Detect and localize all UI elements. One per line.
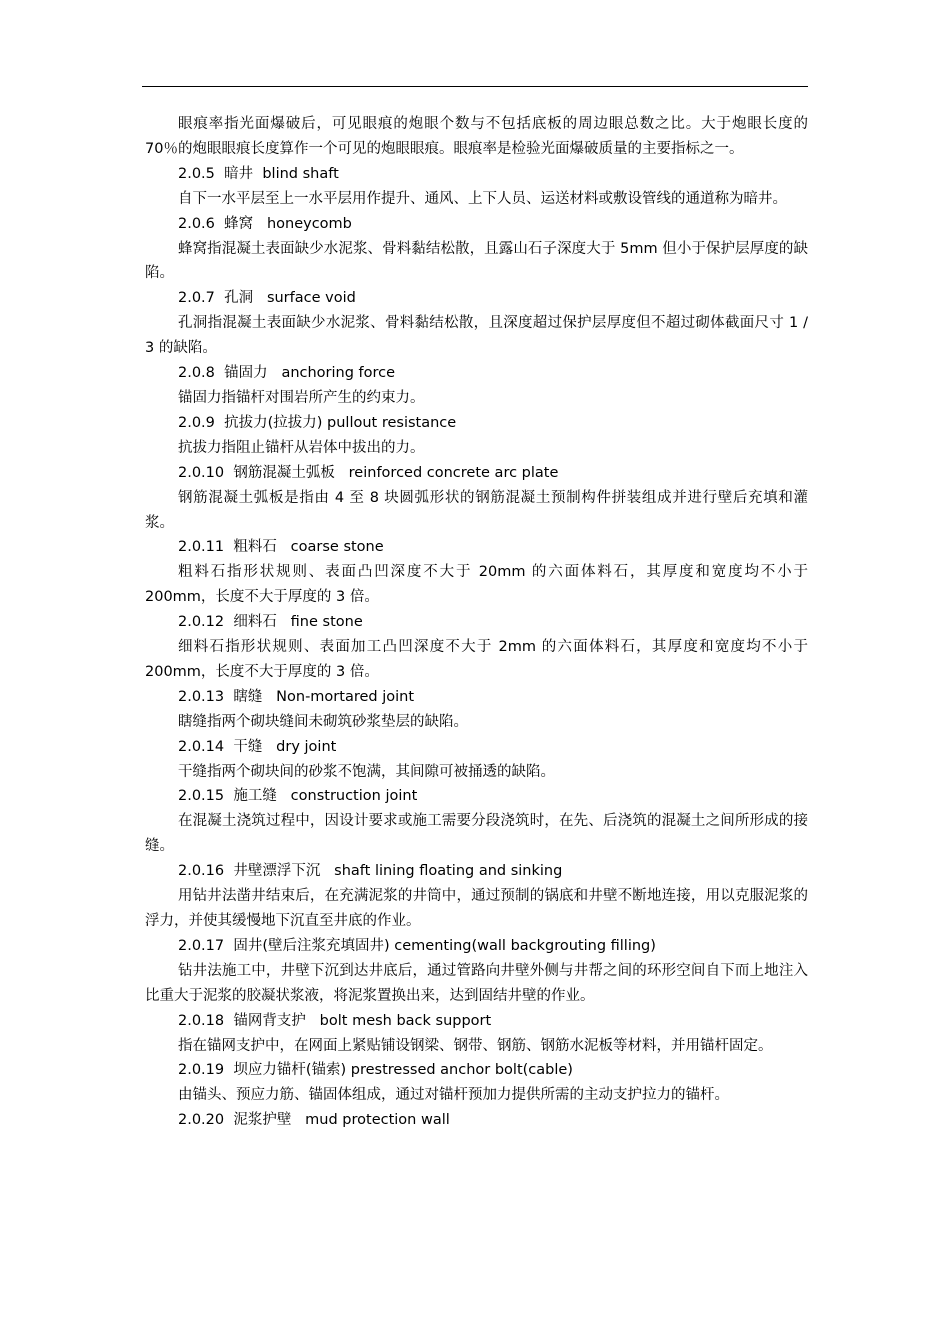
term-definition-2-0-11: 粗料石指形状规则、表面凸凹深度不大于 20mm 的六面体料石，其厚度和宽度均不小于 200mm，长度不大于厚度的 3 倍。	[145, 564, 808, 606]
term-definition-2-0-16: 用钻井法凿井结束后，在充满泥浆的井筒中，通过预制的锅底和井壁不断地连接，用以克服泥浆的浮力，并使其缓慢地下沉直至井底的作业。	[145, 888, 808, 929]
term-heading-2-0-20: 2.0.20 泥浆护壁 mud protection wall	[178, 1112, 450, 1129]
term-definition-2-0-6: 蜂窝指混凝土表面缺少水泥浆、骨料黏结松散，且露山石子深度大于 5mm 但小于保护层厚度的缺陷。	[145, 240, 808, 282]
term-definition-2-0-8: 锚固力指锚杆对围岩所产生的约束力。	[178, 389, 425, 406]
page-body	[145, 112, 808, 1133]
term-heading-2-0-6: 2.0.6 蜂窝 honeycomb	[178, 215, 352, 232]
intro-paragraph: 眼痕率指光面爆破后，可见眼痕的炮眼个数与不包括底板的周边眼总数之比。大于炮眼长度的 70％的炮眼眼痕长度算作一个可见的炮眼眼痕。眼痕率是检验光面爆破质量的主要指标之一。	[145, 116, 808, 157]
term-definition-2-0-9: 抗拔力指阻止锚杆从岩体中拔出的力。	[178, 439, 425, 456]
term-definition-2-0-13: 瞎缝指两个砌块缝间未砌筑砂浆垫层的缺陷。	[178, 713, 468, 730]
term-heading-2-0-13: 2.0.13 瞎缝 Non-mortared joint	[178, 688, 415, 705]
term-heading-2-0-12: 2.0.12 细料石 fine stone	[178, 614, 363, 631]
term-definition-2-0-19: 由锚头、预应力筋、锚固体组成，通过对锚杆预加力提供所需的主动支护拉力的锚杆。	[178, 1087, 729, 1104]
term-heading-2-0-9: 2.0.9 抗拔力(拉拔力) pullout resistance	[178, 414, 457, 431]
term-heading-2-0-8: 2.0.8 锚固力 anchoring force	[178, 365, 396, 382]
term-definition-2-0-5: 自下一水平层至上一水平层用作提升、通风、上下人员、运送材料或敷设管线的通道称为暗井。	[178, 190, 787, 207]
term-heading-2-0-18: 2.0.18 锚网背支护 bolt mesh back support	[178, 1012, 492, 1029]
header-rule	[142, 86, 808, 87]
term-heading-2-0-10: 2.0.10 钢筋混凝土弧板 reinforced concrete arc plate	[178, 464, 559, 481]
term-heading-2-0-16: 2.0.16 井壁漂浮下沉 shaft lining floating and sinking	[178, 863, 563, 880]
term-heading-2-0-11: 2.0.11 粗料石 coarse stone	[178, 539, 384, 556]
term-definition-2-0-18: 指在锚网支护中，在网面上紧贴铺设钢梁、钢带、钢筋、钢筋水泥板等材料，并用锚杆固定。	[178, 1037, 773, 1054]
term-heading-2-0-14: 2.0.14 干缝 dry joint	[178, 738, 337, 755]
term-definition-2-0-15: 在混凝土浇筑过程中，因设计要求或施工需要分段浇筑时，在先、后浇筑的混凝土之间所形成的接缝。	[145, 813, 808, 855]
term-definition-2-0-14: 干缝指两个砌块间的砂浆不饱满，其间隙可被捅透的缺陷。	[178, 763, 555, 780]
term-definition-2-0-7: 孔洞指混凝土表面缺少水泥浆、骨料黏结松散，且深度超过保护层厚度但不超过砌体截面尺寸 1 / 3 的缺陷。	[145, 315, 808, 357]
term-heading-2-0-7: 2.0.7 孔洞 surface void	[178, 290, 356, 307]
term-definition-2-0-17: 钻井法施工中，井壁下沉到达井底后，通过管路向井壁外侧与井帮之间的环形空间自下而上地注入比重大于泥浆的胶凝状浆液，将泥浆置换出来，达到固结井壁的作业。	[145, 962, 808, 1004]
term-definition-2-0-12: 细料石指形状规则、表面加工凸凹深度不大于 2mm 的六面体料石，其厚度和宽度均不小于 200mm，长度不大于厚度的 3 倍。	[145, 639, 808, 680]
term-definition-2-0-10: 钢筋混凝土弧板是指由 4 至 8 块圆弧形状的钢筋混凝土预制构件拼装组成并进行壁后充填和灌浆。	[145, 489, 808, 531]
term-heading-2-0-5: 2.0.5 暗井 blind shaft	[178, 165, 339, 182]
term-heading-2-0-17: 2.0.17 固井(壁后注浆充填固井) cementing(wall backgrouting filling)	[178, 937, 656, 954]
term-heading-2-0-15: 2.0.15 施工缝 construction joint	[178, 788, 418, 805]
term-heading-2-0-19: 2.0.19 坝应力锚杆(锚索) prestressed anchor bolt(cable)	[178, 1062, 573, 1079]
